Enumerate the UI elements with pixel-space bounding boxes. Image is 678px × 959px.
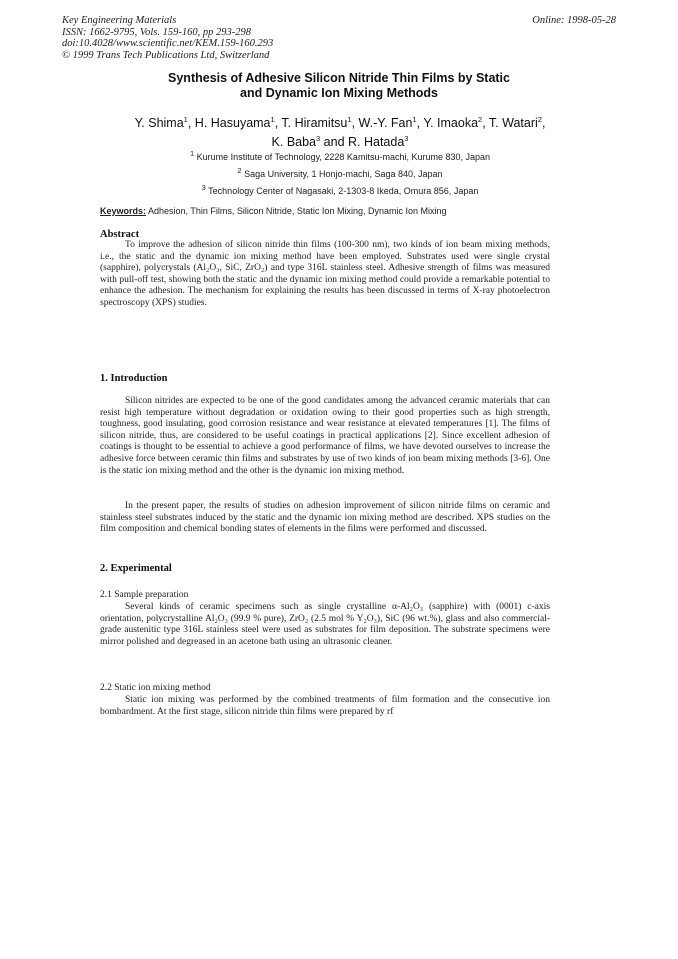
introduction-paragraph-1: Silicon nitrides are expected to be one of the good candidates among the advanced ceramic materials that can resist high temperature without degradation or oxidation owing to their good properties such as high strength, toughness, good insulating, good corrosion resistance and wear resistance at elevated temperatures [1]. The films of silicon nitride, thus, are considered to be useful coatings in practical applications [2]. Since excellent adhesion of coatings is thought to be essential to achieve a good performance of films, we have devoted ourselves to increase the adhesive force between ceramic thin films and substrates by use of two kinds of ion beam mixing methods [3-6]. One is the static ion mixing method and the other is the dynamic ion mixing method.	[100, 396, 550, 476]
keywords-label: Keywords:	[100, 206, 147, 216]
author-affiliation-mark: 1	[270, 115, 275, 124]
author-name: , Y. Imaoka	[416, 116, 479, 131]
journal-doi: doi:10.4028/www.scientific.net/KEM.159-160.293	[62, 38, 274, 49]
journal-issn: ISSN: 1662-9795, Vols. 159-160, pp 293-298	[62, 26, 251, 38]
author-name: , W.-Y. Fan	[351, 116, 413, 131]
author-line-1	[70, 112, 610, 131]
author-affiliation-mark: 3	[316, 134, 321, 144]
author-line-2	[70, 131, 610, 150]
keywords	[100, 206, 446, 216]
affiliation-2	[80, 166, 600, 179]
section-heading-introduction: 1. Introduction	[100, 373, 168, 384]
abstract-heading: Abstract	[100, 229, 140, 240]
author-name: K. Baba	[271, 135, 317, 150]
author-list	[70, 112, 610, 150]
author-name: Y. Shima	[134, 116, 184, 131]
experimental-paragraph-1: Several kinds of ceramic specimens such as single crystalline α-Al₂O₃ (sapphire) with (0001) c-axis orientation, polycrystalline Al₂O₃ (99.9 % pure), ZrO₂ (2.5 mol % Y₂O₃), SiC (96 wt.%), glass and also commercial-grade austenitic type 316L stainless steel were used as substrates for film deposition. The substrate specimens were mirror polished and degreased in an acetone bath using an ultrasonic cleaner.	[100, 602, 550, 647]
title-line-1: Synthesis of Adhesive Silicon Nitride Thin Films by Static	[168, 71, 510, 85]
author-affiliation-mark: 1	[347, 115, 352, 124]
introduction-paragraph-2: In the present paper, the results of studies on adhesion improvement of silicon nitride films on ceramic and stainless steel substrates induced by the static and the dynamic ion mixing method are described. XPS studies on the film composition and chemical bonding states of elements in the films were performed and discussed.	[100, 501, 550, 535]
affiliation-text: Technology Center of Nagasaki, 2-1303-8 Ikeda, Omura 856, Japan	[208, 186, 479, 196]
author-affiliation-mark: 3	[404, 134, 409, 144]
experimental-paragraph-2: Static ion mixing was performed by the combined treatments of film formation and the consecutive ion bombardment. At the first stage, silicon nitride thin films were prepared by rf	[100, 695, 550, 717]
section-heading-experimental: 2. Experimental	[100, 563, 172, 574]
author-name: , T. Hiramitsu	[274, 116, 348, 131]
author-separator: ,	[541, 116, 546, 131]
author-affiliation-mark: 2	[478, 115, 483, 124]
journal-info	[62, 15, 273, 61]
affiliation-text: Kurume Institute of Technology, 2228 Kamitsu-machi, Kurume 830, Japan	[196, 152, 491, 162]
online-date: Online: 1998-05-28	[532, 15, 616, 26]
author-affiliation-mark: 2	[537, 115, 542, 124]
affiliation-3	[80, 183, 600, 196]
affiliation-mark: 1	[189, 149, 195, 158]
author-affiliation-mark: 1	[183, 115, 188, 124]
author-name: , H. Hasuyama	[187, 116, 271, 131]
abstract-text: To improve the adhesion of silicon nitride thin films (100-300 nm), two kinds of ion beam mixing methods, i.e., the static and the dynamic ion mixing method have been employed. Substrates used were single crystal (sapphire), polycrystals (Al₂O₃, SiC, ZrO₂) and type 316L stainless steel. Adhesive strength of films was measured with pull-off test, showing both the static and the dynamic ion mixing method could provide a remarkable potential to enhance the adhesion. The mechanism for explaining the results has been discussed in terms of X-ray photoelectron spectroscopy (XPS) studies.	[100, 240, 550, 308]
author-affiliation-mark: 1	[412, 115, 417, 124]
affiliation-1	[80, 149, 600, 162]
journal-copyright: © 1999 Trans Tech Publications Ltd, Switzerland	[62, 49, 270, 61]
subsection-heading-sample-preparation: 2.1 Sample preparation	[100, 590, 189, 600]
affiliation-text: Saga University, 1 Honjo-machi, Saga 840, Japan	[244, 169, 443, 179]
subsection-heading-static-ion-mixing: 2.2 Static ion mixing method	[100, 683, 211, 693]
paper-title	[100, 71, 578, 101]
affiliation-mark: 2	[237, 166, 242, 175]
journal-name: Key Engineering Materials	[62, 15, 177, 26]
keywords-text: Adhesion, Thin Films, Silicon Nitride, Static Ion Mixing, Dynamic Ion Mixing	[148, 206, 447, 216]
title-line-2: and Dynamic Ion Mixing Methods	[240, 86, 438, 100]
author-name: and R. Hatada	[320, 135, 405, 150]
affiliation-mark: 3	[201, 183, 206, 192]
author-name: , T. Watari	[482, 116, 538, 131]
